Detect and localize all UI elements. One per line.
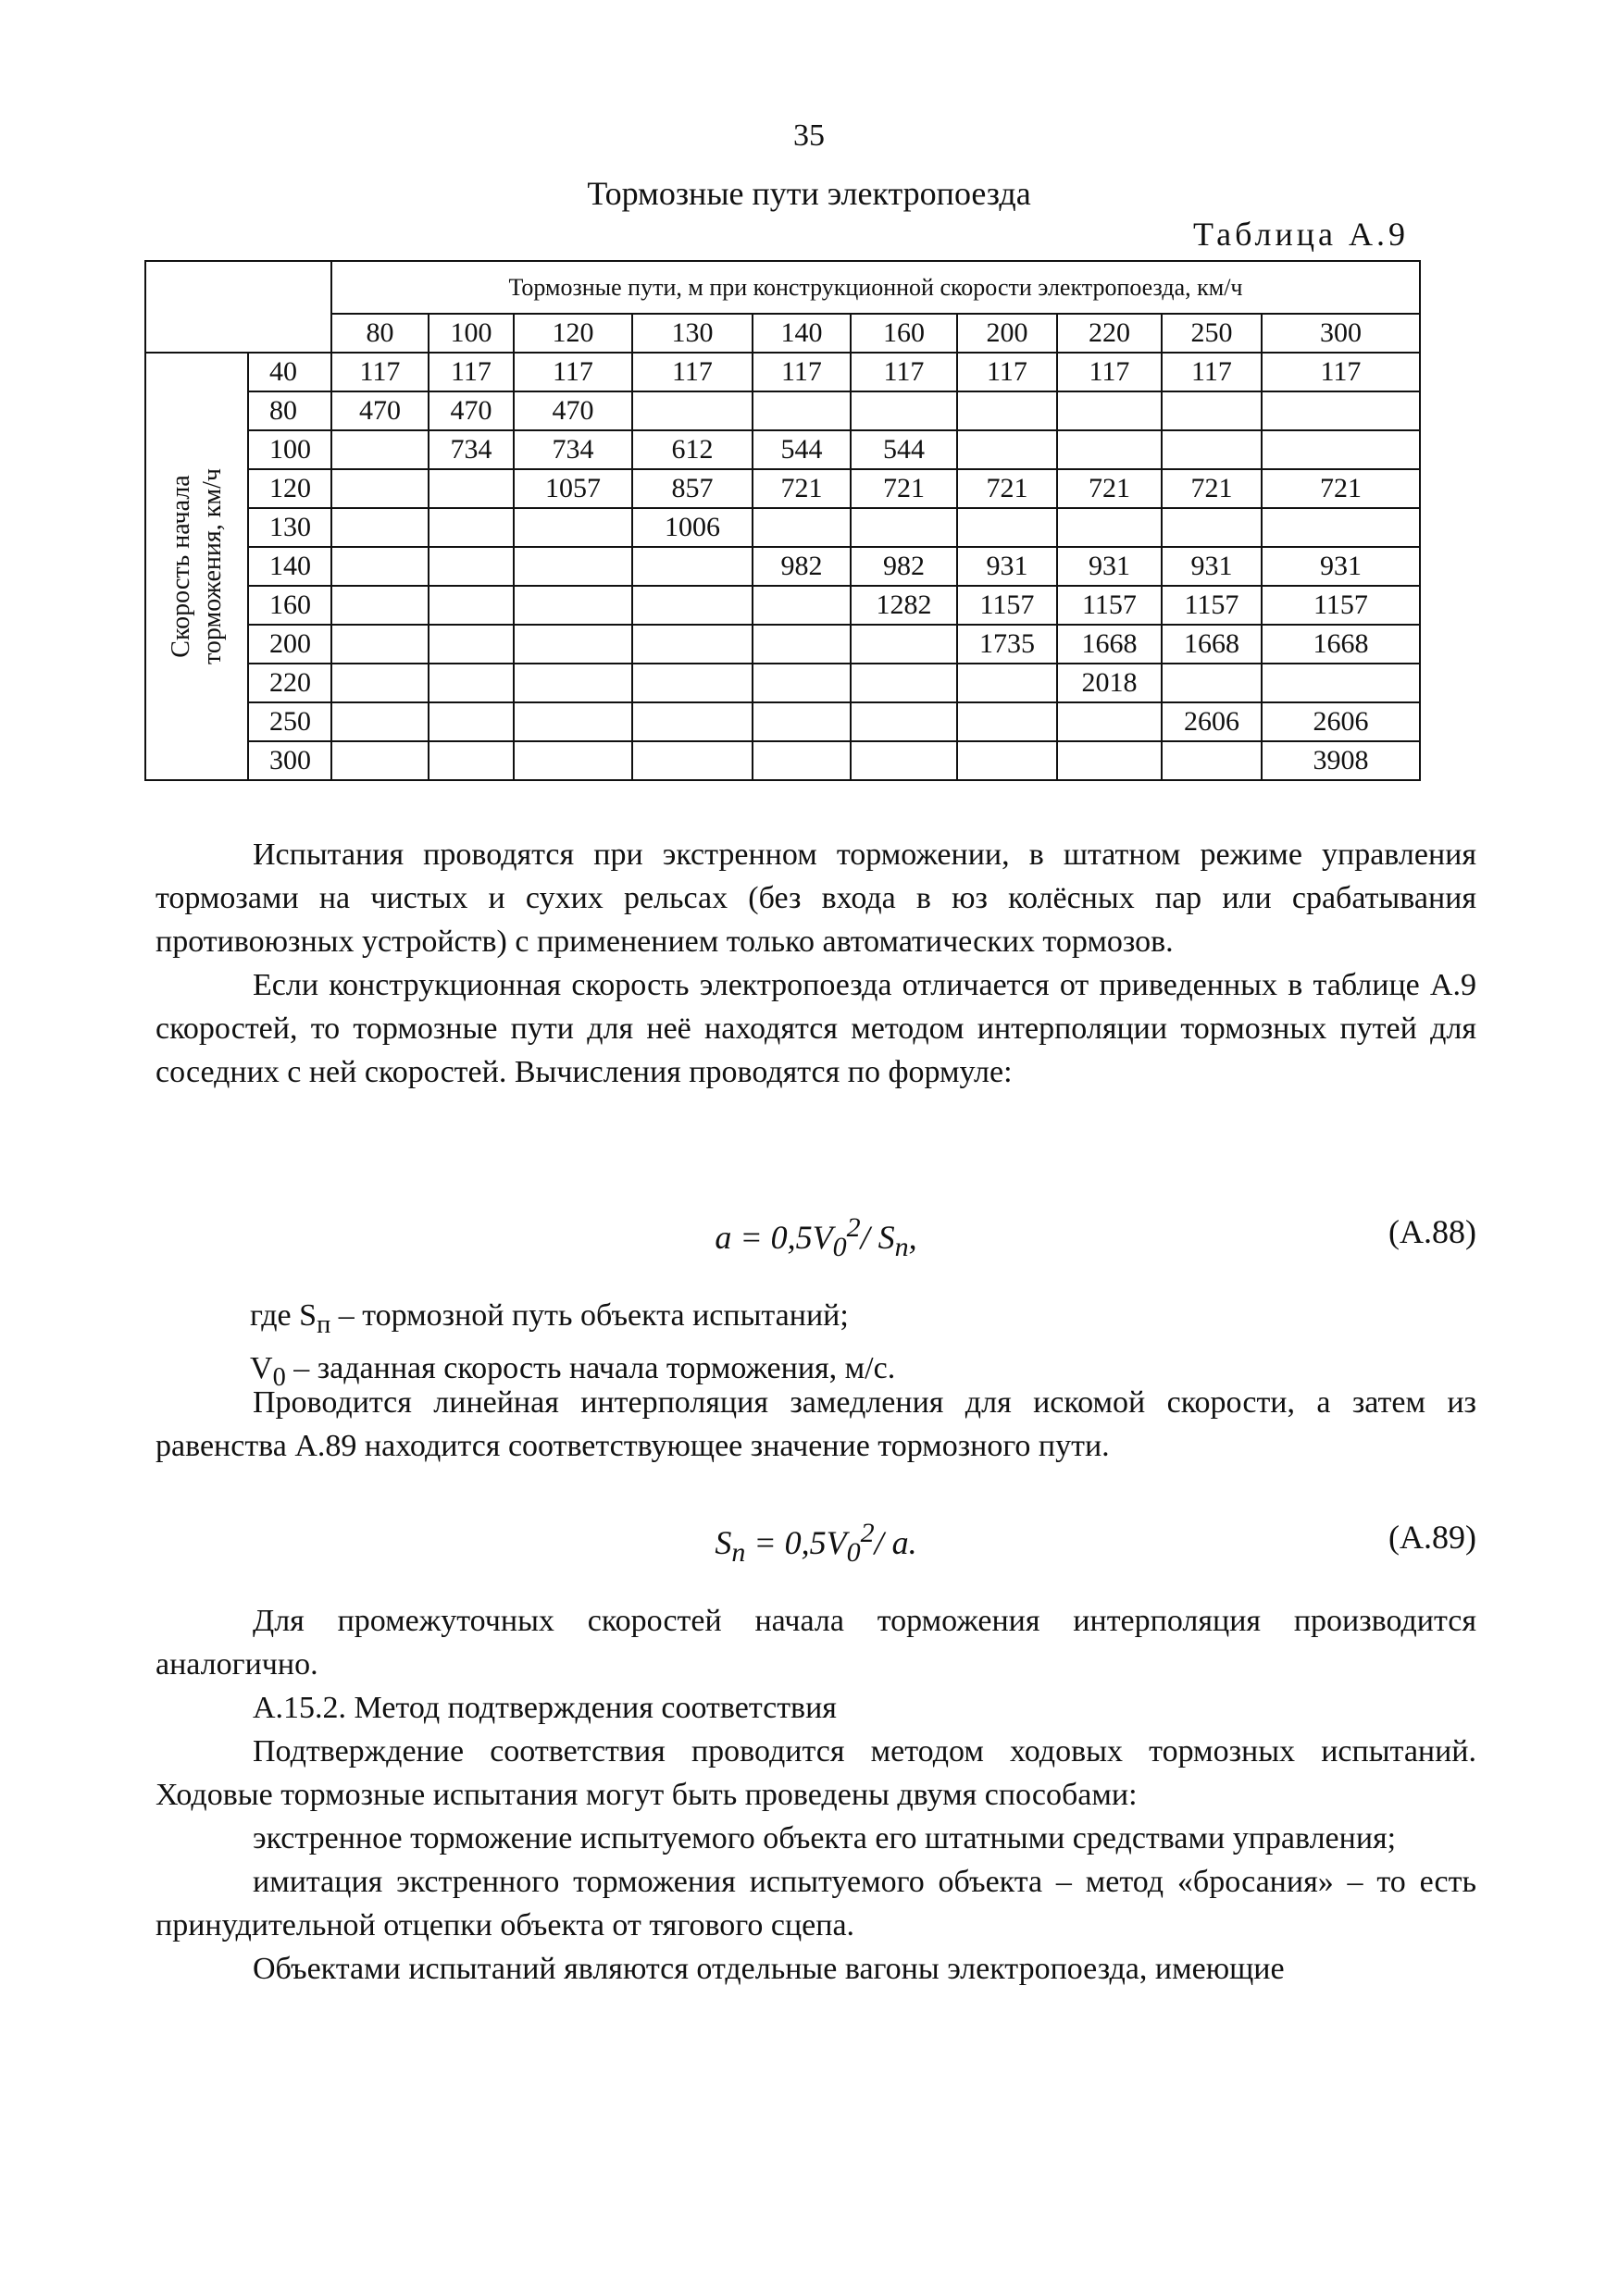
table-cell xyxy=(331,702,429,741)
table-cell xyxy=(429,664,514,702)
table-row xyxy=(145,586,1420,625)
row-speed-cell: 130 xyxy=(248,508,331,547)
table-cell: 117 xyxy=(632,353,753,391)
column-header: 130 xyxy=(632,314,753,353)
table-row xyxy=(145,430,1420,469)
table-cell: 982 xyxy=(753,547,851,586)
table-cell xyxy=(753,741,851,780)
table-row xyxy=(145,391,1420,430)
table-cell: 117 xyxy=(331,353,429,391)
table-cell: 470 xyxy=(331,391,429,430)
paragraph-3: Проводится линейная интерполяция замедления для искомой скорости, а затем из равенства А.89 находится соответствующее значение тормозного пути. xyxy=(156,1385,1476,1463)
table-cell xyxy=(1162,664,1262,702)
formula-a88-expression: $a = 0,5V_0^2/$ $S_п$, xyxy=(715,1212,917,1263)
table-cell xyxy=(632,741,753,780)
table-cell: 117 xyxy=(1057,353,1162,391)
table-cell: 2606 xyxy=(1162,702,1262,741)
table-cell: 931 xyxy=(1057,547,1162,586)
table-cell xyxy=(429,469,514,508)
row-speed-cell: 220 xyxy=(248,664,331,702)
table-row xyxy=(145,469,1420,508)
table-row xyxy=(145,741,1420,780)
table-cell xyxy=(851,664,957,702)
formula-a89-expression: $S_п = 0,5V_0^2/$ a. xyxy=(715,1518,917,1569)
table-cell xyxy=(514,586,632,625)
page-number: 35 xyxy=(793,118,825,153)
table-cell: 931 xyxy=(957,547,1057,586)
table-row xyxy=(145,664,1420,702)
table-cell xyxy=(1262,664,1420,702)
table-cell xyxy=(514,547,632,586)
table-cell xyxy=(851,625,957,664)
table-cell: 1668 xyxy=(1262,625,1420,664)
formula-a89-number: (А.89) xyxy=(1388,1519,1476,1556)
table-cell xyxy=(1262,430,1420,469)
table-cell: 2018 xyxy=(1057,664,1162,702)
table-cell xyxy=(331,508,429,547)
paragraph-4: Для промежуточных скоростей начала торможения интерполяция производится аналогично. xyxy=(156,1604,1476,1682)
table-cell xyxy=(957,430,1057,469)
table-cell xyxy=(851,508,957,547)
table-cell: 544 xyxy=(851,430,957,469)
table-row xyxy=(145,625,1420,664)
table-cell xyxy=(632,391,753,430)
table-cell xyxy=(331,469,429,508)
table-cell: 2606 xyxy=(1262,702,1420,741)
table-cell xyxy=(1057,508,1162,547)
table-cell: 1157 xyxy=(957,586,1057,625)
table-cell xyxy=(331,664,429,702)
table-title: Тормозные пути электропоезда xyxy=(587,175,1031,212)
row-axis-label xyxy=(145,353,248,780)
paragraph-7: экстренное торможение испытуемого объекта его штатными средствами управления; xyxy=(253,1821,1397,1855)
table-cell xyxy=(957,664,1057,702)
table-cell xyxy=(429,508,514,547)
table-cell xyxy=(1162,741,1262,780)
table-header-span: Тормозные пути, м при конструкционной скорости электропоезда, км/ч xyxy=(331,261,1420,314)
table-cell xyxy=(429,547,514,586)
table-cell xyxy=(429,702,514,741)
table-cell: 117 xyxy=(514,353,632,391)
table-cell xyxy=(1162,508,1262,547)
paragraph-8: имитация экстренного торможения испытуемого объекта – метод «бросания» – то есть принудительной отцепки объекта от тягового сцепа. xyxy=(156,1865,1476,1942)
paragraph-9: Объектами испытаний являются отдельные вагоны электропоезда, имеющие xyxy=(253,1952,1285,1986)
table-row xyxy=(145,508,1420,547)
table-cell xyxy=(514,625,632,664)
table-cell xyxy=(632,547,753,586)
table-corner-cell xyxy=(145,261,331,353)
table-cell xyxy=(514,702,632,741)
paragraph-testing-conditions xyxy=(156,833,1476,1094)
table-cell xyxy=(514,741,632,780)
table-cell: 1735 xyxy=(957,625,1057,664)
table-cell xyxy=(331,741,429,780)
table-cell xyxy=(1262,391,1420,430)
table-cell: 612 xyxy=(632,430,753,469)
formula-a88-number: (А.88) xyxy=(1388,1213,1476,1250)
row-speed-cell: 300 xyxy=(248,741,331,780)
table-cell: 857 xyxy=(632,469,753,508)
table-cell: 117 xyxy=(851,353,957,391)
table-row xyxy=(145,353,1420,391)
table-cell xyxy=(514,664,632,702)
row-speed-cell: 160 xyxy=(248,586,331,625)
table-cell: 117 xyxy=(1262,353,1420,391)
table-cell: 721 xyxy=(851,469,957,508)
column-header: 220 xyxy=(1057,314,1162,353)
paragraph-block-methods xyxy=(156,1599,1476,1991)
table-cell: 721 xyxy=(753,469,851,508)
table-cell xyxy=(753,625,851,664)
table-cell: 721 xyxy=(1162,469,1262,508)
column-header: 80 xyxy=(331,314,429,353)
row-speed-cell: 250 xyxy=(248,702,331,741)
table-cell: 470 xyxy=(514,391,632,430)
paragraph-2: Если конструкционная скорость электропоезда отличается от приведенных в таблице А.9 скоростей, то тормозные пути для неё находятся методом интерполяции тормозных путей для соседних с ней скоростей. Вычисления проводятся по формуле: xyxy=(156,968,1476,1089)
table-cell xyxy=(429,741,514,780)
row-speed-cell: 140 xyxy=(248,547,331,586)
column-header-row xyxy=(145,314,1420,353)
table-cell xyxy=(753,702,851,741)
table-cell xyxy=(1162,430,1262,469)
braking-distance-table xyxy=(144,260,1421,781)
table-row xyxy=(145,547,1420,586)
table-cell xyxy=(429,586,514,625)
table-cell xyxy=(957,508,1057,547)
column-header: 100 xyxy=(429,314,514,353)
table-cell: 544 xyxy=(753,430,851,469)
table-cell xyxy=(957,702,1057,741)
paragraph-interpolation xyxy=(156,1381,1476,1468)
row-speed-cell: 80 xyxy=(248,391,331,430)
table-cell: 1668 xyxy=(1162,625,1262,664)
table-label: Таблица А.9 xyxy=(1193,216,1409,253)
table-cell xyxy=(632,586,753,625)
legend-v0: $V_0$ – заданная скорость начала торможения, м/с. xyxy=(250,1350,896,1392)
table-cell xyxy=(514,508,632,547)
table-cell: 1057 xyxy=(514,469,632,508)
paragraph-1: Испытания проводятся при экстренном торможении, в штатном режиме управления тормозами на чистых и сухих рельсах (без входа в юз колёсных пар или срабатывания противоюзных устройств) с применением только автоматических тормозов. xyxy=(156,838,1476,959)
table-cell: 470 xyxy=(429,391,514,430)
table-row xyxy=(145,702,1420,741)
table-cell: 1157 xyxy=(1262,586,1420,625)
table-cell: 721 xyxy=(957,469,1057,508)
row-axis-label-line1: Скорость начала xyxy=(166,475,195,658)
table-cell xyxy=(851,741,957,780)
table-cell: 117 xyxy=(753,353,851,391)
table-cell xyxy=(851,391,957,430)
table-cell xyxy=(753,664,851,702)
table-cell xyxy=(331,547,429,586)
column-header: 140 xyxy=(753,314,851,353)
table-cell xyxy=(632,664,753,702)
table-cell: 721 xyxy=(1262,469,1420,508)
table-cell xyxy=(632,702,753,741)
table-cell xyxy=(1262,508,1420,547)
table-cell: 734 xyxy=(429,430,514,469)
table-cell xyxy=(331,586,429,625)
table-cell: 982 xyxy=(851,547,957,586)
row-speed-cell: 100 xyxy=(248,430,331,469)
column-header: 300 xyxy=(1262,314,1420,353)
column-header: 250 xyxy=(1162,314,1262,353)
row-axis-label-line2: торможения, км/ч xyxy=(197,468,227,664)
table-cell xyxy=(331,625,429,664)
column-header: 200 xyxy=(957,314,1057,353)
table-cell xyxy=(753,391,851,430)
table-cell: 117 xyxy=(429,353,514,391)
column-header: 120 xyxy=(514,314,632,353)
table-cell: 1006 xyxy=(632,508,753,547)
row-speed-cell: 200 xyxy=(248,625,331,664)
table-cell xyxy=(331,430,429,469)
table-cell xyxy=(429,625,514,664)
table-cell xyxy=(851,702,957,741)
table-cell: 1157 xyxy=(1162,586,1262,625)
table-cell: 1157 xyxy=(1057,586,1162,625)
table-cell xyxy=(1057,391,1162,430)
table-cell: 734 xyxy=(514,430,632,469)
table-cell: 1668 xyxy=(1057,625,1162,664)
table-cell: 931 xyxy=(1262,547,1420,586)
row-speed-cell: 40 xyxy=(248,353,331,391)
table-cell xyxy=(1057,741,1162,780)
column-header: 160 xyxy=(851,314,957,353)
table-cell: 3908 xyxy=(1262,741,1420,780)
legend-sp: где $S_п$ – тормозной путь объекта испытаний; xyxy=(250,1298,849,1339)
table-cell xyxy=(753,508,851,547)
row-speed-cell: 120 xyxy=(248,469,331,508)
paragraph-6: Подтверждение соответствия проводится методом ходовых тормозных испытаний. Ходовые тормозные испытания могут быть проведены двумя способами: xyxy=(156,1734,1476,1812)
table-cell xyxy=(957,391,1057,430)
table-cell xyxy=(632,625,753,664)
table-cell xyxy=(957,741,1057,780)
table-body xyxy=(145,353,1420,780)
table-cell: 721 xyxy=(1057,469,1162,508)
table-cell: 1282 xyxy=(851,586,957,625)
section-heading-a15-2: А.15.2. Метод подтверждения соответствия xyxy=(253,1691,837,1725)
table-cell xyxy=(753,586,851,625)
table-cell xyxy=(1057,430,1162,469)
table-cell: 931 xyxy=(1162,547,1262,586)
table-cell xyxy=(1162,391,1262,430)
table-cell xyxy=(1057,702,1162,741)
table-cell: 117 xyxy=(957,353,1057,391)
table-cell: 117 xyxy=(1162,353,1262,391)
